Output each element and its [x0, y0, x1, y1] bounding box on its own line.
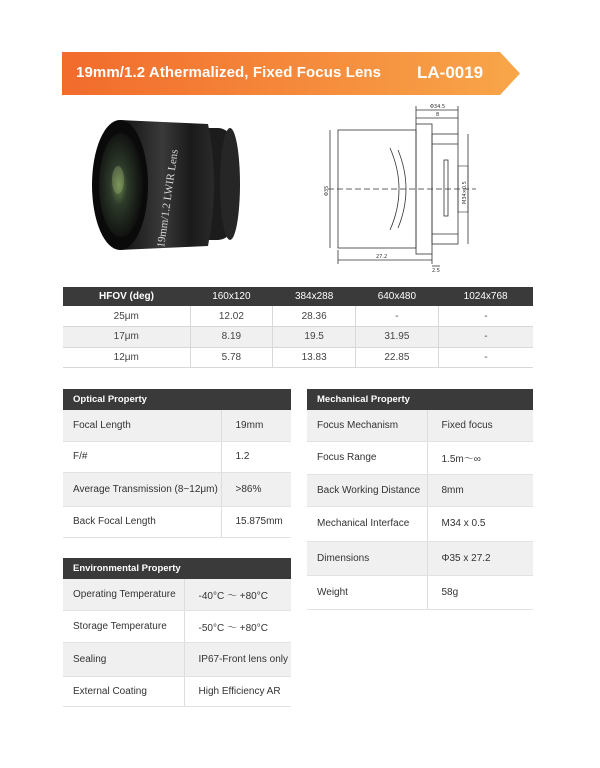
page-title: 19mm/1.2 Athermalized, Fixed Focus Lens: [76, 64, 382, 81]
dim-label-top-2: 8: [436, 112, 440, 118]
lens-engraving: 19mm/1.2 LWIR Lens: [155, 148, 181, 249]
table-row: [63, 347, 533, 368]
table-row: [63, 506, 291, 537]
header-banner: [62, 52, 520, 95]
property-value: -50°C ～ +80°C: [184, 610, 291, 642]
dim-label-right: M34×0.5: [462, 181, 468, 204]
technical-drawing: [318, 100, 488, 272]
property-value: -40°C ～ +80°C: [184, 579, 291, 610]
table-cell: -: [438, 306, 533, 327]
property-value: Φ35 x 27.2: [427, 541, 533, 575]
dim-label-bottom: 27.2: [376, 254, 388, 260]
property-key: Focus Range: [307, 441, 427, 474]
hfov-header-row: [63, 287, 533, 306]
property-key: F/#: [63, 441, 221, 472]
property-key: Focus Mechanism: [307, 410, 427, 441]
hfov-header: 1024x768: [438, 287, 533, 306]
property-key: Back Focal Length: [63, 506, 221, 537]
table-row: [307, 541, 533, 575]
table-cell: 22.85: [356, 347, 439, 368]
property-value: 8mm: [427, 474, 533, 506]
property-key: Back Working Distance: [307, 474, 427, 506]
property-key: Operating Temperature: [63, 579, 184, 610]
table-cell: 13.83: [273, 347, 356, 368]
lens-photo: [90, 110, 250, 260]
dim-label-left: Φ35: [324, 185, 330, 196]
table-row: [63, 610, 291, 642]
table-row: [63, 410, 291, 441]
hfov-header: 160x120: [190, 287, 273, 306]
table-cell: 8.19: [190, 327, 273, 348]
property-value: 1.2: [221, 441, 291, 472]
table-cell: 19.5: [273, 327, 356, 348]
property-value: 58g: [427, 575, 533, 609]
table-row: [307, 474, 533, 506]
table-row: [63, 472, 291, 506]
hfov-header: HFOV (deg): [63, 287, 190, 306]
property-key: Storage Temperature: [63, 610, 184, 642]
model-code: LA-0019: [417, 63, 484, 82]
table-row: [63, 676, 291, 706]
dim-label-bottom-2: 2.5: [432, 268, 440, 272]
property-key: Focal Length: [63, 410, 221, 441]
table-row: [63, 579, 291, 610]
property-value: High Efficiency AR: [184, 676, 291, 706]
table-row: [307, 575, 533, 609]
table-cell: 31.95: [356, 327, 439, 348]
property-value: 15.875mm: [221, 506, 291, 537]
section-title: Environmental Property: [63, 558, 291, 579]
property-value: 19mm: [221, 410, 291, 441]
table-row: [63, 327, 533, 348]
property-value: >86%: [221, 472, 291, 506]
table-row: [307, 410, 533, 441]
table-row: [63, 441, 291, 472]
dim-label-top: Φ34.5: [430, 104, 446, 110]
property-key: Weight: [307, 575, 427, 609]
table-cell: 17μm: [63, 327, 190, 348]
table-cell: -: [438, 347, 533, 368]
property-value: IP67-Front lens only: [184, 642, 291, 676]
environmental-property-table: [63, 558, 291, 707]
optical-property-table: [63, 389, 291, 538]
hfov-header: 384x288: [273, 287, 356, 306]
table-row: [307, 441, 533, 474]
table-cell: -: [356, 306, 439, 327]
table-cell: 5.78: [190, 347, 273, 368]
table-cell: 12μm: [63, 347, 190, 368]
table-cell: 25μm: [63, 306, 190, 327]
property-key: Sealing: [63, 642, 184, 676]
table-row: [63, 306, 533, 327]
hfov-table: [63, 287, 533, 368]
table-row: [63, 642, 291, 676]
property-value: 1.5m～∞: [427, 441, 533, 474]
property-key: Mechanical Interface: [307, 506, 427, 541]
hfov-header: 640x480: [356, 287, 439, 306]
table-cell: -: [438, 327, 533, 348]
property-value: M34 x 0.5: [427, 506, 533, 541]
property-key: Average Transmission (8~12μm): [63, 472, 221, 506]
property-value: Fixed focus: [427, 410, 533, 441]
property-key: Dimensions: [307, 541, 427, 575]
property-key: External Coating: [63, 676, 184, 706]
section-title: Optical Property: [63, 389, 291, 410]
section-title: Mechanical Property: [307, 389, 533, 410]
mechanical-property-table: [307, 389, 533, 610]
table-cell: 28.36: [273, 306, 356, 327]
table-cell: 12.02: [190, 306, 273, 327]
table-row: [307, 506, 533, 541]
